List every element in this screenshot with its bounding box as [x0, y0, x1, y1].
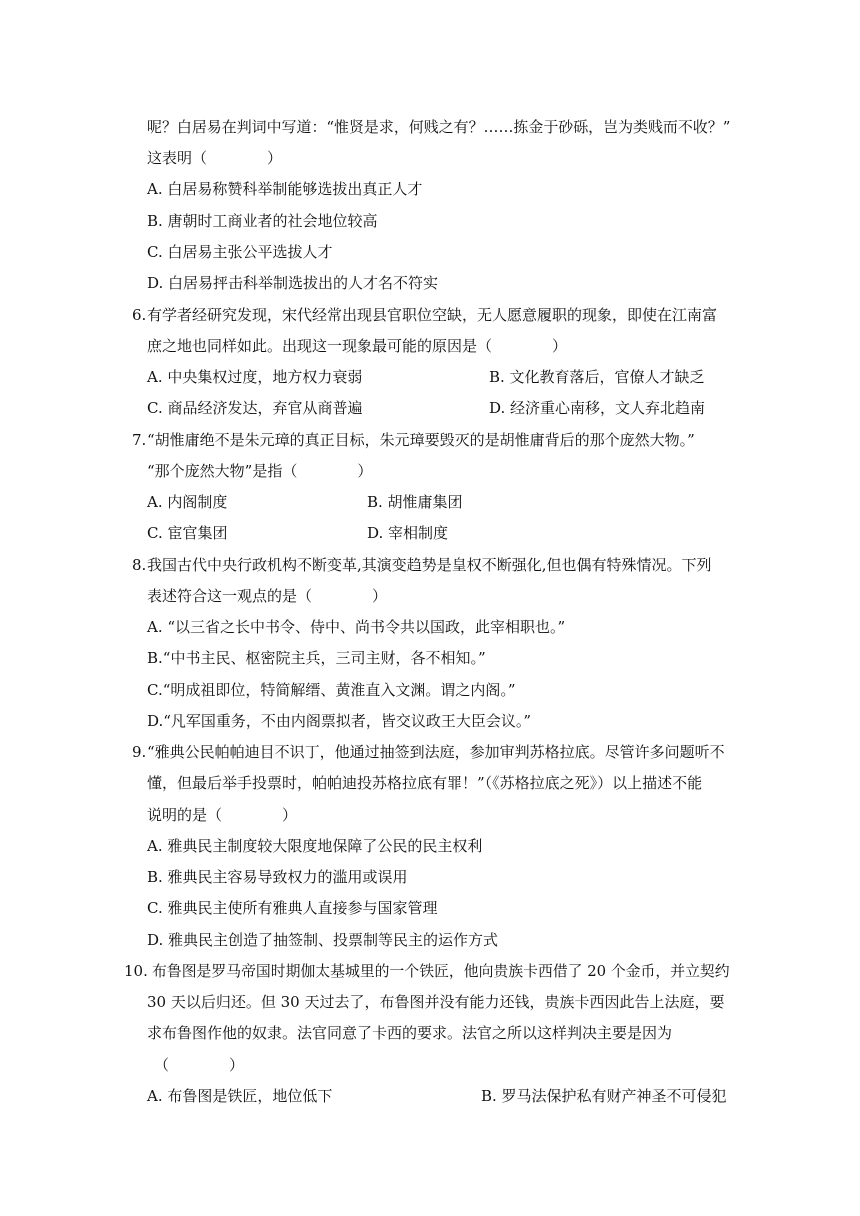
- q7-option-d: D. 宰相制度: [367, 524, 449, 542]
- q5-option-c: C. 白居易主张公平选拔人才: [147, 243, 333, 261]
- q7-option-c: C. 宦官集团: [147, 524, 228, 542]
- q7-stem-line2: “那个庞然大物”是指（ ）: [147, 462, 373, 480]
- q10-stem-line1: 布鲁图是罗马帝国时期伽太基城里的一个铁匠，他向贵族卡西借了 20 个金币，并立契约: [152, 962, 730, 980]
- q10-stem-line4: （ ）: [154, 1056, 245, 1074]
- q10-option-b: B. 罗马法保护私有财产神圣不可侵犯: [481, 1087, 727, 1105]
- q7-number: 7.: [132, 431, 147, 449]
- q6-option-c: C. 商品经济发达，弃官从商普遍: [147, 399, 363, 417]
- q10-stem-line3: 求布鲁图作他的奴隶。法官同意了卡西的要求。法官之所以这样判决主要是因为: [147, 1024, 673, 1042]
- q8-option-a: A. “以三省之长中书令、侍中、尚书令共以国政，此宰相职也。”: [147, 618, 566, 636]
- q6-stem-line1: 有学者经研究发现，宋代经常出现县官职位空缺，无人愿意履职的现象，即使在江南富: [147, 306, 718, 324]
- q8-option-d: D.“凡军国重务，不由内阁票拟者，皆交议政王大臣会议。”: [147, 712, 532, 730]
- q7-option-a: A. 内阁制度: [147, 493, 228, 511]
- q9-stem-line3: 说明的是（ ）: [147, 806, 298, 824]
- q9-option-d: D. 雅典民主创造了抽签制、投票制等民主的运作方式: [147, 931, 499, 949]
- q9-option-b: B. 雅典民主容易导致权力的滥用或误用: [147, 868, 408, 886]
- q6-stem-line2: 庶之地也同样如此。出现这一现象最可能的原因是（ ）: [147, 337, 568, 355]
- q10-option-a: A. 布鲁图是铁匠，地位低下: [147, 1087, 333, 1105]
- q6-option-b: B. 文化教育落后，官僚人才缺乏: [489, 368, 705, 386]
- q8-number: 8.: [132, 556, 147, 574]
- q9-option-c: C. 雅典民主使所有雅典人直接参与国家管理: [147, 899, 438, 917]
- q5-option-b: B. 唐朝时工商业者的社会地位较高: [147, 212, 378, 230]
- q8-stem-line1: 我国古代中央行政机构不断变革,其演变趋势是皇权不断强化,但也偶有特殊情况。下列: [147, 556, 712, 574]
- q6-number: 6.: [132, 306, 147, 324]
- q5-stem-line2: 这表明（ ）: [147, 149, 283, 167]
- q7-stem-line1: “胡惟庸绝不是朱元璋的真正目标，朱元璋要毁灭的是胡惟庸背后的那个庞然大物。”: [147, 431, 695, 449]
- q5-option-a: A. 白居易称赞科举制能够选拔出真正人才: [147, 180, 423, 198]
- q6-option-a: A. 中央集权过度，地方权力衰弱: [147, 368, 363, 386]
- q5-option-d: D. 白居易抨击科举制选拔出的人才名不符实: [147, 274, 439, 292]
- q8-stem-line2: 表述符合这一观点的是（ ）: [147, 587, 388, 605]
- q8-option-b: B.“中书主民、枢密院主兵，三司主财，各不相知。”: [147, 649, 486, 667]
- q8-option-c: C.“明成祖即位，特简解缙、黄淮直入文渊。谓之内阁。”: [147, 681, 516, 699]
- q5-stem-line1: 呢？白居易在判词中写道：“惟贤是求，何贱之有？……拣金于砂砾，岂为类贱而不收？”: [147, 118, 731, 136]
- q10-stem-line2: 30 天以后归还。但 30 天过去了，布鲁图并没有能力还钱，贵族卡西因此告上法庭，要: [147, 993, 725, 1011]
- q9-stem-line2: 懂，但最后举手投票时，帕帕迪投苏格拉底有罪！”（《苏格拉底之死》）以上描述不能: [147, 774, 703, 792]
- q7-option-b: B. 胡惟庸集团: [367, 493, 463, 511]
- q6-option-d: D. 经济重心南移，文人弃北趋南: [489, 399, 706, 417]
- q9-option-a: A. 雅典民主制度较大限度地保障了公民的民主权利: [147, 837, 483, 855]
- q9-stem-line1: “雅典公民帕帕迪目不识丁，他通过抽签到法庭，参加审判苏格拉底。尽管许多问题听不: [147, 743, 725, 761]
- q10-number: 10.: [124, 962, 148, 980]
- q9-number: 9.: [132, 743, 147, 761]
